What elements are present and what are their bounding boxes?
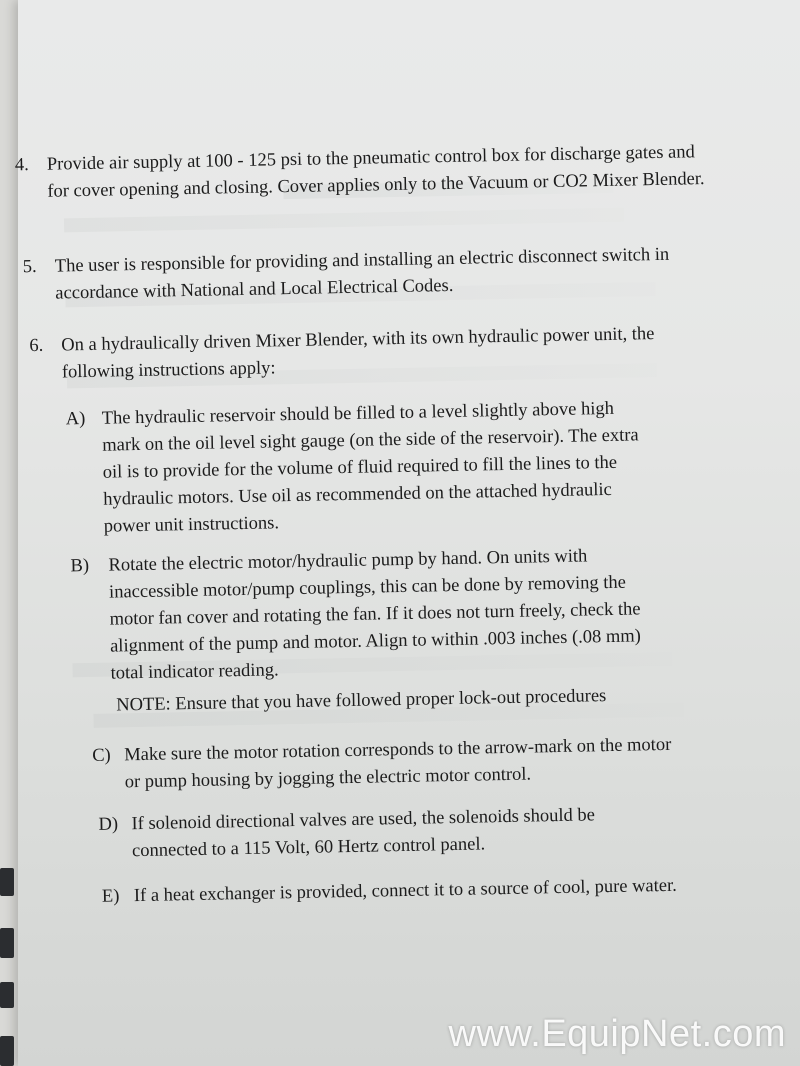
subitem-letter: C) — [92, 745, 111, 766]
subitem-letter: E) — [101, 886, 120, 907]
list-item: Make sure the motor rotation corresponds to the arrow-mark on the motor or pump housing by jogging the electric motor control. — [124, 734, 672, 793]
note-text: NOTE: Ensure that you have followed proper lock-out procedures — [116, 686, 607, 716]
list-item: The user is responsible for providing and installing an electric disconnect switch in accordance with National and Local Electrical Codes. — [54, 244, 670, 304]
subitem-letter: B) — [70, 555, 90, 577]
list-item: The hydraulic reservoir should be filled to a level slightly above high mark on the oil level sight gauge (on the side of the reservoir). The extra oil is to provide for the volume of fluid required to fill the lines to the hydraulic motors. Use oil as recommended on the attached hydraulic power unit instructions. — [101, 398, 639, 537]
item-number: 6. — [29, 335, 44, 357]
list-item: Provide air supply at 100 - 125 psi to the pneumatic control box for discharge gates and for cover opening and closing. Cover applies only to the Vacuum or CO2 Mixer Blender. — [46, 142, 705, 202]
subitem-letter: A) — [65, 409, 86, 430]
watermark-logo: www.EquipNet.com — [448, 1013, 786, 1055]
subitem-letter: D) — [98, 814, 119, 835]
item-number: 5. — [22, 256, 37, 278]
list-item: If solenoid directional valves are used, the solenoids should be connected to a 115 Volt, 60 Hertz control panel. — [131, 805, 596, 862]
item-number: 4. — [14, 155, 29, 176]
list-item: If a heat exchanger is provided, connect it to a source of cool, pure water. — [133, 875, 677, 907]
list-item: Rotate the electric motor/hydraulic pump by hand. On units with inaccessible motor/pump couplings, this can be done by removing the motor fan cover and rotating the fan. If it does not turn freely, check the alignment of the pump and motor. Align to within .003 inches (.08 mm) total indicator reading. — [108, 546, 642, 684]
list-item: On a hydraulically driven Mixer Blender, with its own hydraulic power unit, the following instructions apply: — [61, 324, 655, 383]
